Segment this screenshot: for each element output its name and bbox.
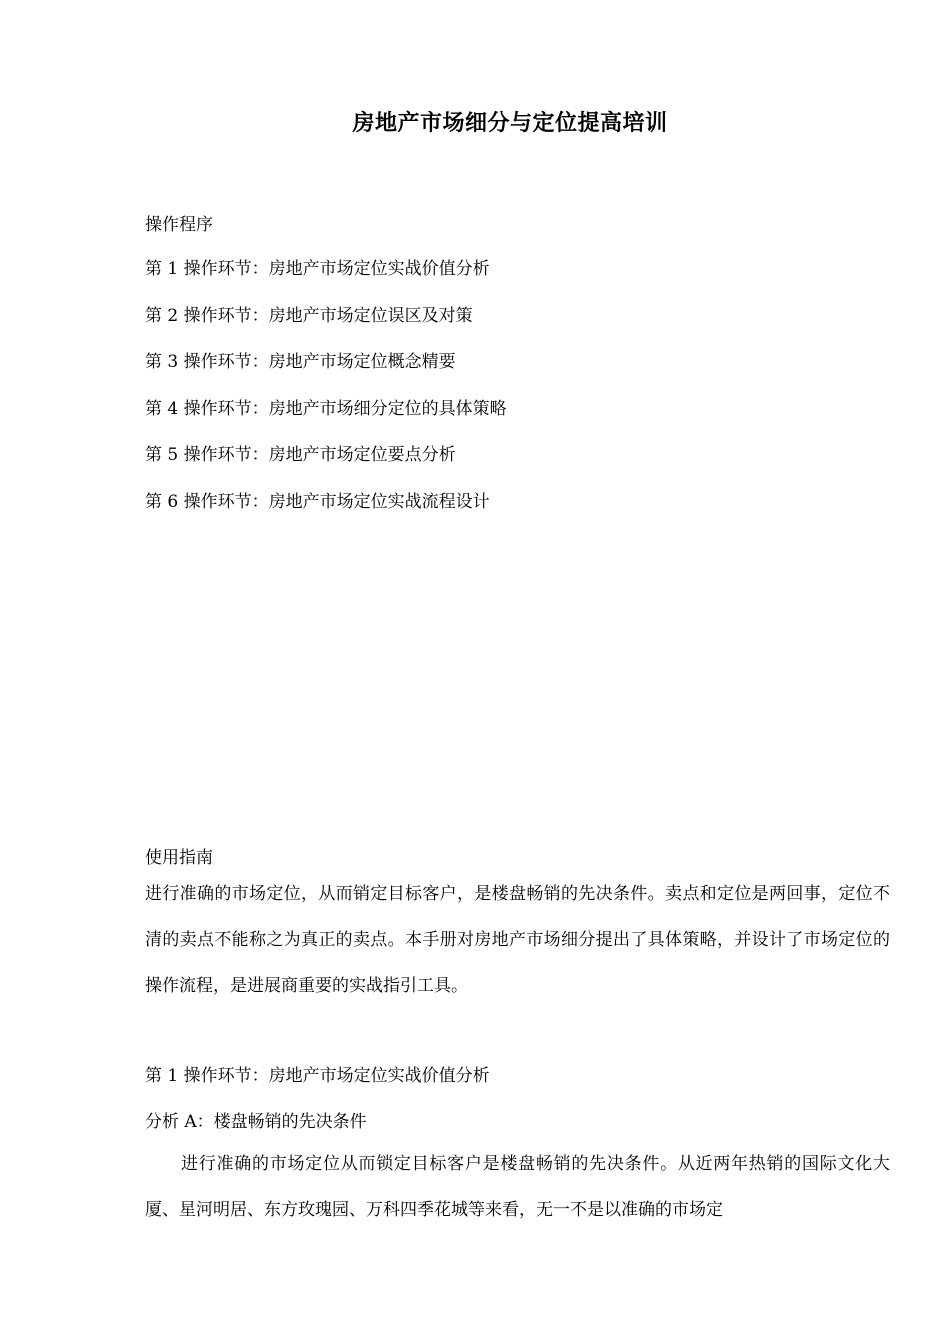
guide-body: 进行准确的市场定位，从而销定目标客户，是楼盘畅销的先决条件。卖点和定位是两回事，定位不清的卖点不能称之为真正的卖点。本手册对房地产市场细分提出了具体策略，并设计了市场定位的操作流程，是进展商重要的实战指引工具。 <box>145 884 890 996</box>
document-title: 房地产市场细分与定位提高培训 <box>352 110 668 136</box>
procedure-step-1: 第 1 操作环节：房地产市场定位实战价值分析 <box>145 259 490 279</box>
section1-subheading: 分析 A：楼盘畅销的先决条件 <box>145 1112 367 1132</box>
section1-body: 进行准确的市场定位从而锁定目标客户是楼盘畅销的先决条件。从近两年热销的国际文化大厦、星河明居、东方玫瑰园、万科四季花城等来看，无一不是以准确的市场定 <box>145 1154 890 1220</box>
guide-heading: 使用指南 <box>145 848 213 868</box>
procedure-step-2: 第 2 操作环节：房地产市场定位误区及对策 <box>145 306 473 326</box>
procedure-step-3: 第 3 操作环节：房地产市场定位概念精要 <box>145 352 456 372</box>
procedure-heading: 操作程序 <box>145 215 213 235</box>
section1-heading: 第 1 操作环节：房地产市场定位实战价值分析 <box>145 1066 490 1086</box>
procedure-step-6: 第 6 操作环节：房地产市场定位实战流程设计 <box>145 492 490 512</box>
procedure-step-5: 第 5 操作环节：房地产市场定位要点分析 <box>145 445 456 465</box>
procedure-step-4: 第 4 操作环节：房地产市场细分定位的具体策略 <box>145 399 507 419</box>
